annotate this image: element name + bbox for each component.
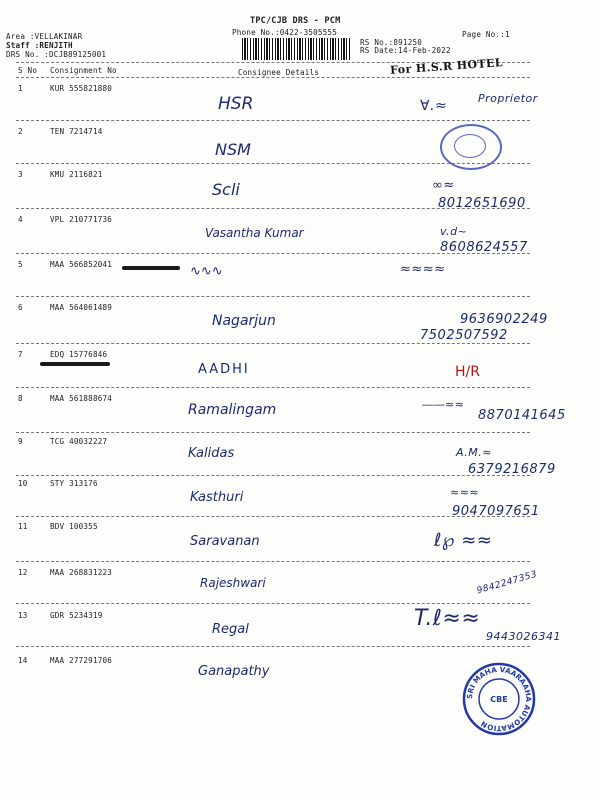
row-sno: 4 — [18, 215, 23, 224]
company-round-stamp — [462, 662, 536, 736]
proprietor-label: Proprietor — [478, 92, 538, 105]
stamp-center-text: CBE — [490, 695, 508, 704]
row-divider — [16, 296, 530, 297]
signature: A.M.≈ — [456, 446, 492, 459]
column-consignment: Consignment No — [50, 66, 117, 75]
received-stamp-inner — [454, 134, 486, 158]
row-consignment: KUR 555821880 — [50, 84, 113, 93]
row-sno: 14 — [18, 656, 28, 665]
row-consignment: TEN 7214714 — [50, 127, 103, 136]
row-divider — [16, 432, 530, 433]
phone-handwritten: 8012651690 — [438, 196, 526, 211]
row-sno: 2 — [18, 127, 23, 136]
column-consignee-details: Consignee Details — [238, 68, 320, 77]
area-label: Area :VELLAKINAR — [6, 32, 83, 41]
phone-handwritten-2: 7502507592 — [420, 328, 508, 343]
row-consignment: MAA 564061489 — [50, 303, 113, 312]
row-consignment: BDV 100355 — [50, 522, 98, 531]
phone-handwritten: 6379216879 — [468, 462, 556, 477]
rs-number: RS No.:891250 — [360, 38, 423, 47]
row-sno: 9 — [18, 437, 23, 446]
row-divider — [16, 163, 530, 164]
consignee-name: Kasthuri — [190, 490, 244, 505]
signature: ≈≈≈ — [450, 486, 480, 499]
phone-handwritten: 9047097651 — [452, 504, 540, 519]
row-consignment: MAA 561888674 — [50, 394, 113, 403]
consignee-name: Ganapathy — [198, 664, 270, 679]
phone-handwritten: 8608624557 — [440, 240, 528, 255]
signature: ℓ℘ ≈≈ — [434, 530, 493, 551]
row-consignment: VPL 210771736 — [50, 215, 113, 224]
phone-handwritten: 9842247353 — [475, 569, 539, 597]
row-divider — [16, 603, 530, 604]
row-divider — [16, 516, 530, 517]
rs-date: RS Date:14-Feb-2022 — [360, 46, 451, 55]
row-divider — [16, 343, 530, 344]
signature: T.ℓ≈≈ — [414, 606, 481, 631]
row-sno: 3 — [18, 170, 23, 179]
row-divider — [16, 475, 530, 476]
row-sno: 10 — [18, 479, 28, 488]
drs-number: DRS No. :DCJB89125001 — [6, 50, 107, 59]
page-number: Page No.:1 — [462, 30, 510, 39]
row-consignment: STY 313176 — [50, 479, 98, 488]
barcode — [242, 38, 352, 60]
row-consignment: TCG 40032227 — [50, 437, 108, 446]
row-consignment: MAA 268831223 — [50, 568, 113, 577]
consignee-name: Saravanan — [190, 534, 260, 549]
row-sno: 12 — [18, 568, 28, 577]
redaction-mark — [40, 362, 110, 366]
signature: ∞≈ — [432, 178, 455, 193]
row-sno: 7 — [18, 350, 23, 359]
signature: v.d~ — [440, 225, 468, 238]
consignee-name: HSR — [218, 94, 254, 114]
row-divider — [16, 208, 530, 209]
redaction-mark — [122, 266, 180, 270]
phone-handwritten: 8870141645 — [478, 408, 566, 423]
consignee-name: Ramalingam — [188, 402, 277, 418]
row-sno: 13 — [18, 611, 28, 620]
row-sno: 11 — [18, 522, 28, 531]
row-divider — [16, 561, 530, 562]
stamp-ring-text: SRI MAHA VAARAAHA AUTOMATION — [464, 664, 534, 734]
hotel-stamp: For H.S.R HOTEL — [389, 56, 504, 77]
row-sno: 5 — [18, 260, 23, 269]
phone-handwritten: 9443026341 — [486, 630, 561, 643]
consignee-name: ∿∿∿ — [190, 264, 223, 279]
consignee-name: Vasantha Kumar — [205, 226, 304, 240]
signature: ――≈≈ — [422, 398, 465, 411]
row-consignment: MAA 277291706 — [50, 656, 113, 665]
signature: ≈≈≈≈ — [400, 262, 446, 277]
row-consignment: GDR 5234319 — [50, 611, 103, 620]
consignee-name: Nagarjun — [212, 313, 276, 329]
consignee-name: Scli — [212, 180, 240, 199]
row-consignment: MAA 566852041 — [50, 260, 113, 269]
row-sno: 6 — [18, 303, 23, 312]
row-divider — [16, 253, 530, 254]
hr-mark: H/R — [455, 364, 480, 380]
phone-number: Phone No.:0422-3505555 — [232, 28, 337, 37]
column-sno: S No — [18, 66, 38, 75]
row-sno: 1 — [18, 84, 23, 93]
staff-label: Staff :RENJITH — [6, 41, 73, 50]
row-sno: 8 — [18, 394, 23, 403]
consignee-name: AADHI — [198, 362, 250, 377]
row-consignment: KMU 2116821 — [50, 170, 103, 179]
document-title: TPC/CJB DRS - PCM — [250, 16, 341, 26]
row-divider — [16, 120, 530, 121]
consignee-name: Regal — [212, 622, 249, 637]
signature: ∀.≈ — [420, 98, 448, 114]
column-divider — [16, 77, 530, 78]
consignee-name: Rajeshwari — [200, 576, 266, 590]
phone-handwritten: 9636902249 — [460, 312, 548, 327]
row-divider — [16, 387, 530, 388]
consignee-name: Kalidas — [188, 446, 235, 461]
consignee-name: NSM — [215, 140, 251, 159]
row-consignment: EDQ 15776846 — [50, 350, 108, 359]
row-divider — [16, 646, 530, 647]
